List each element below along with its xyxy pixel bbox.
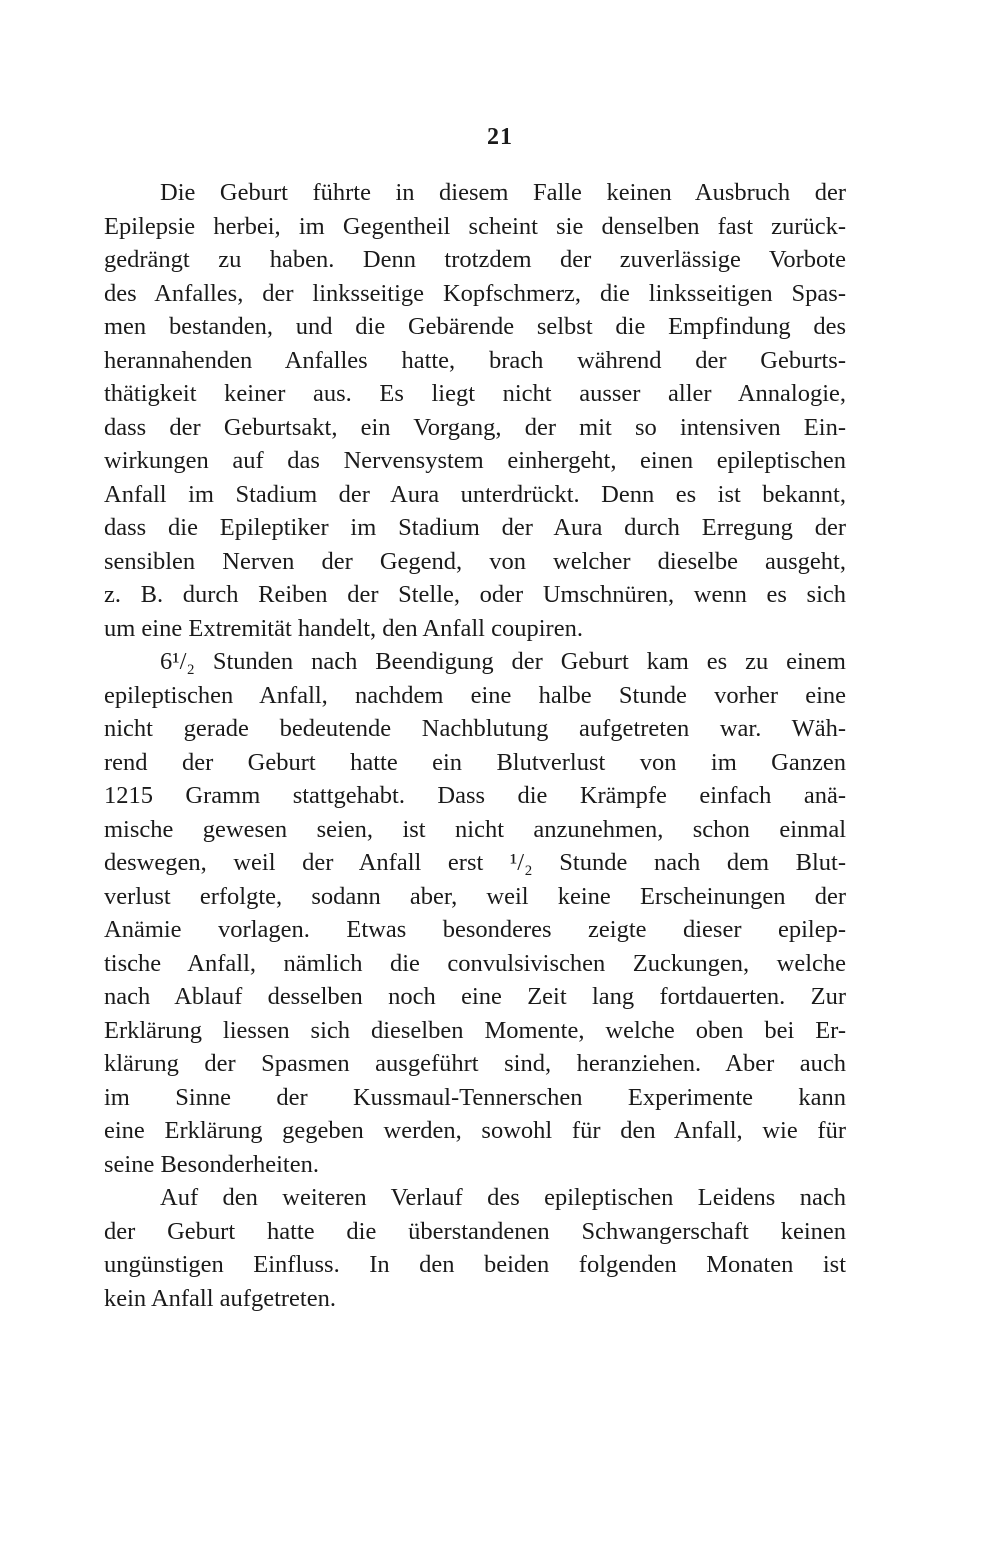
text-line: deswegen, weil der Anfall erst ¹/₂ Stunde nach dem Blut-	[104, 849, 846, 876]
text-line: Die Geburt führte in diesem Falle keinen Ausbruch der	[160, 179, 846, 206]
paragraph-2	[104, 645, 846, 1181]
paragraph-3	[104, 1181, 846, 1315]
text-line: Anfall im Stadium der Aura unterdrückt. Denn es ist bekannt,	[104, 480, 846, 508]
text-line: men bestanden, und die Gebärende selbst die Empfindung des	[104, 313, 846, 340]
text-line: eine Erklärung gegeben werden, sowohl für den Anfall, wie für	[104, 1117, 846, 1144]
text-line: wirkungen auf das Nervensystem einhergeht, einen epileptischen	[104, 447, 846, 474]
text-line: gedrängt zu haben. Denn trotzdem der zuverlässige Vorbote	[104, 246, 846, 273]
text-line: z. B. durch Reiben der Stelle, oder Umschnüren, wenn es sich	[104, 581, 846, 608]
text-line: dass die Epileptiker im Stadium der Aura durch Erregung der	[104, 514, 846, 541]
text-line: thätigkeit keiner aus. Es liegt nicht ausser aller Annalogie,	[104, 380, 846, 407]
text-line: rend der Geburt hatte ein Blutverlust von im Ganzen	[104, 748, 846, 776]
text-line: sensiblen Nerven der Gegend, von welcher dieselbe ausgeht,	[104, 547, 846, 575]
text-line: Auf den weiteren Verlauf des epileptischen Leidens nach	[160, 1184, 846, 1211]
text-line: nach Ablauf desselben noch eine Zeit lang fortdauerten. Zur	[104, 983, 846, 1010]
text-line: herannahenden Anfalles hatte, brach während der Geburts-	[104, 346, 846, 374]
text-line: 6¹/₂ Stunden nach Beendigung der Geburt kam es zu einem	[160, 648, 846, 675]
text-line: der Geburt hatte die überstandenen Schwangerschaft keinen	[104, 1217, 846, 1245]
text-line: epileptischen Anfall, nachdem eine halbe Stunde vorher eine	[104, 681, 846, 709]
text-line: verlust erfolgte, sodann aber, weil keine Erscheinungen der	[104, 882, 846, 910]
text-line: seine Besonderheiten.	[104, 1150, 319, 1178]
text-line: Erklärung liessen sich dieselben Momente, welche oben bei Er-	[104, 1016, 846, 1044]
text-line: nicht gerade bedeutende Nachblutung aufgetreten war. Wäh-	[104, 715, 846, 742]
text-line: ungünstigen Einfluss. In den beiden folgenden Monaten ist	[104, 1251, 846, 1278]
paragraph-1	[104, 176, 846, 645]
text-line: Anämie vorlagen. Etwas besonderes zeigte dieser epilep-	[104, 916, 846, 943]
text-body	[104, 176, 846, 1315]
text-line: im Sinne der Kussmaul-Tennerschen Experimente kann	[104, 1083, 846, 1111]
text-line: 1215 Gramm stattgehabt. Dass die Krämpfe einfach anä-	[104, 782, 846, 809]
text-line: Epilepsie herbei, im Gegentheil scheint sie denselben fast zurück-	[104, 212, 846, 240]
text-line: um eine Extremität handelt, den Anfall coupiren.	[104, 614, 583, 642]
text-line: dass der Geburtsakt, ein Vorgang, der mit so intensiven Ein-	[104, 413, 846, 441]
text-line: tische Anfall, nämlich die convulsivischen Zuckungen, welche	[104, 949, 846, 977]
text-line: mische gewesen seien, ist nicht anzunehmen, schon einmal	[104, 815, 846, 843]
text-line: des Anfalles, der linksseitige Kopfschmerz, die linksseitigen Spas-	[104, 279, 846, 307]
text-line: klärung der Spasmen ausgeführt sind, heranziehen. Aber auch	[104, 1050, 846, 1077]
page-number: 21	[487, 124, 513, 150]
text-line: kein Anfall aufgetreten.	[104, 1284, 336, 1312]
